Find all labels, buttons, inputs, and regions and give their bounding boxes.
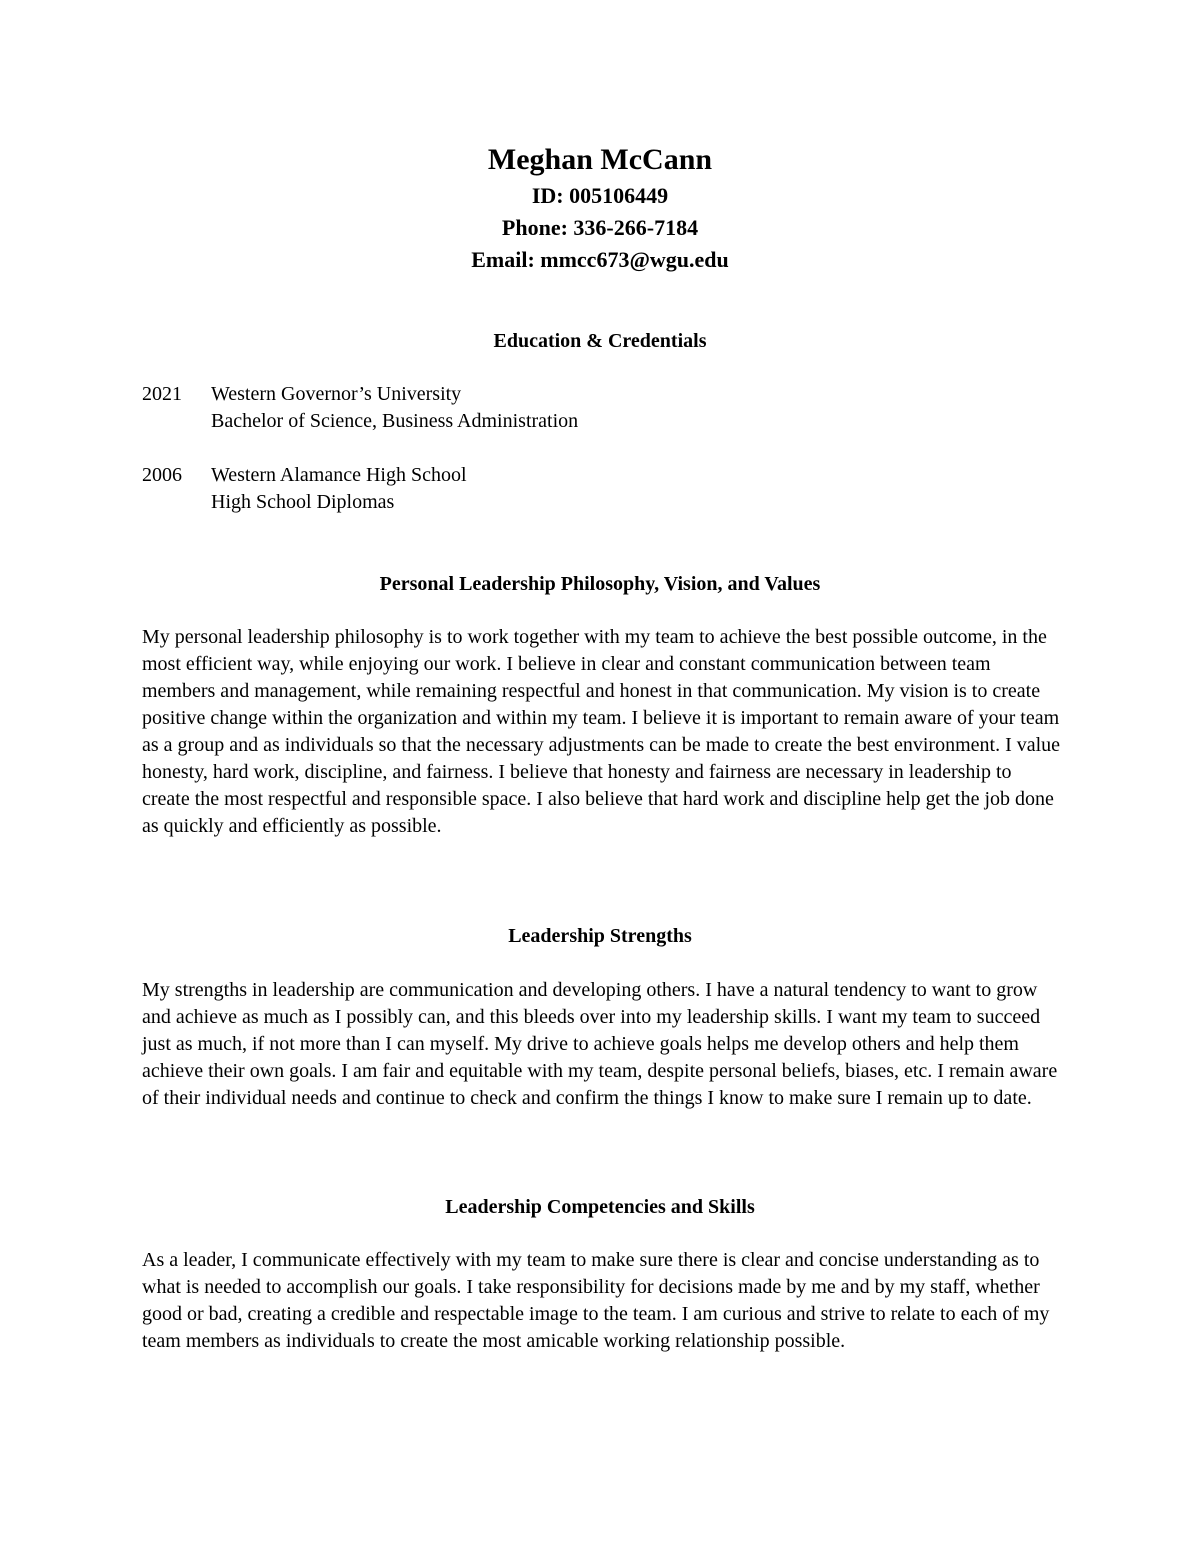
strengths-paragraph: My strengths in leadership are communication and developing others. I have a natural tendency to want to grow and achieve as much as I possibly can, and this bleeds over into my leadership skills. I want my team to succeed just as much, if not more than I can myself. My drive to achieve goals helps me develop others and help them achieve their own goals. I am fair and equitable with my team, despite personal beliefs, biases, etc. I remain aware of their individual needs and continue to check and confirm the things I know to make sure I remain up to date. [142,979,1058,1109]
email-address: Email: mmcc673@wgu.edu [471,247,729,272]
education-year: 2006 [142,464,182,486]
education-heading: Education & Credentials [493,330,707,352]
competencies-heading: Leadership Competencies and Skills [445,1196,755,1218]
education-credential: High School Diplomas [211,491,395,513]
contact-header [0,140,1200,276]
philosophy-heading: Personal Leadership Philosophy, Vision, and Values [379,573,821,595]
education-institution: Western Alamance High School [211,464,467,486]
phone-number: Phone: 336-266-7184 [501,215,699,240]
student-id: ID: 005106449 [531,183,669,208]
education-credential: Bachelor of Science, Business Administration [211,410,579,432]
strengths-heading: Leadership Strengths [508,925,692,947]
candidate-name: Meghan McCann [487,143,713,176]
education-year: 2021 [142,383,182,405]
education-institution: Western Governor’s University [211,383,462,405]
philosophy-paragraph: My personal leadership philosophy is to work together with my team to achieve the best possible outcome, in the most efficient way, while enjoying our work. I believe in clear and constant communication between team members and management, while remaining respectful and honest in that communication. My vision is to create positive change within the organization and within my team. I believe it is important to remain aware of your team as a group and as individuals so that the necessary adjustments can be made to create the best environment. I value honesty, hard work, discipline, and fairness. I believe that honesty and fairness are necessary in leadership to create the most respectful and responsible space. I also believe that hard work and discipline help get the job done as quickly and efficiently as possible. [142,626,1061,837]
competencies-paragraph: As a leader, I communicate effectively with my team to make sure there is clear and concise understanding as to what is needed to accomplish our goals. I take responsibility for decisions made by me and by my staff, whether good or bad, creating a credible and respectable image to the team. I am curious and strive to relate to each of my team members as individuals to create the most amicable working relationship possible. [142,1249,1050,1352]
